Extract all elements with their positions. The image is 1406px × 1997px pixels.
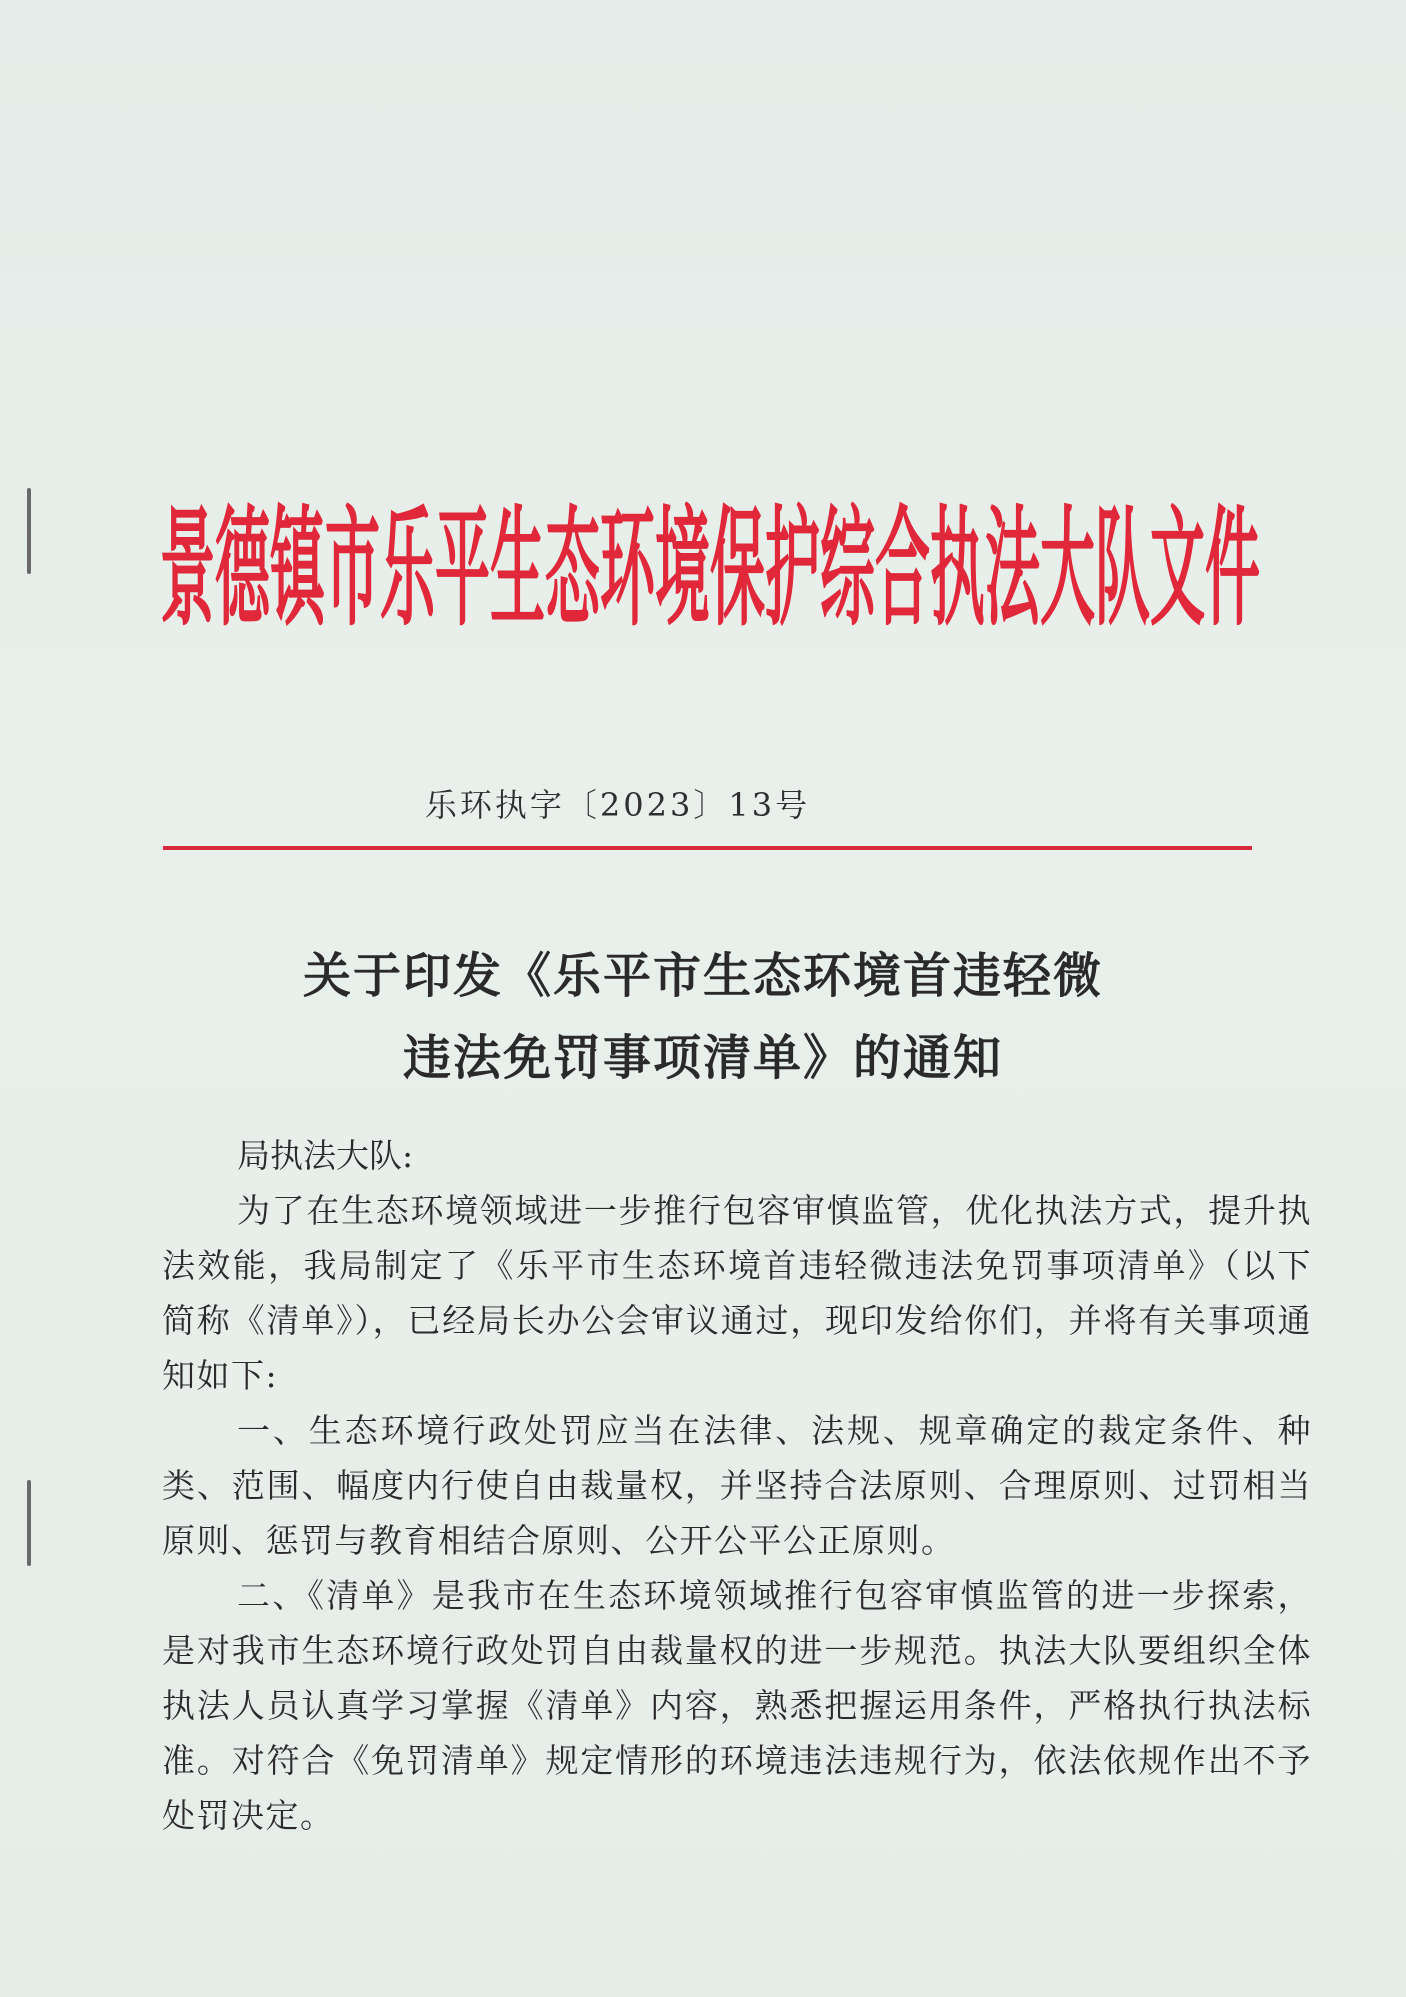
paragraph-intro: 为了在生态环境领域进一步推行包容审慎监管，优化执法方式，提升执法效能，我局制定了《乐平市生态环境首违轻微违法免罚事项清单》（以下简称《清单》），已经局长办公会审议通过，现印发给你们，并将有关事项通知如下: xyxy=(162,1191,1312,1395)
paragraph-item-1: 一、生态环境行政处罚应当在法律、法规、规章确定的裁定条件、种类、范围、幅度内行使自由裁量权，并坚持合法原则、合理原则、过罚相当原则、惩罚与教育相结合原则、公开公平公正原则。 xyxy=(162,1411,1312,1560)
paragraph-item-2: 二、《清单》是我市在生态环境领域推行包容审慎监管的进一步探索，是对我市生态环境行政处罚自由裁量权的进一步规范。执法大队要组织全体执法人员认真学习掌握《清单》内容，熟悉把握运用条件，严格执行执法标准。对符合《免罚清单》规定情形的环境违法违规行为，依法依规作出不予处罚决定。 xyxy=(162,1576,1312,1835)
notice-title xyxy=(0,935,1406,1099)
agency-headline-text: 景德镇市乐平生态环境保护综合执法大队文件 xyxy=(160,494,1260,645)
red-divider xyxy=(163,846,1252,850)
salutation: 局执法大队: xyxy=(237,1136,414,1175)
agency-headline xyxy=(160,455,1270,645)
binding-mark-bottom xyxy=(27,1480,31,1566)
notice-title-line-2: 违法免罚事项清单》的通知 xyxy=(402,1030,1003,1086)
binding-mark-top xyxy=(27,488,31,574)
notice-title-line-1: 关于印发《乐平市生态环境首违轻微 xyxy=(302,948,1103,1004)
document-number: 乐环执字〔2023〕13号 xyxy=(424,786,811,824)
notice-body xyxy=(162,1128,1312,1843)
